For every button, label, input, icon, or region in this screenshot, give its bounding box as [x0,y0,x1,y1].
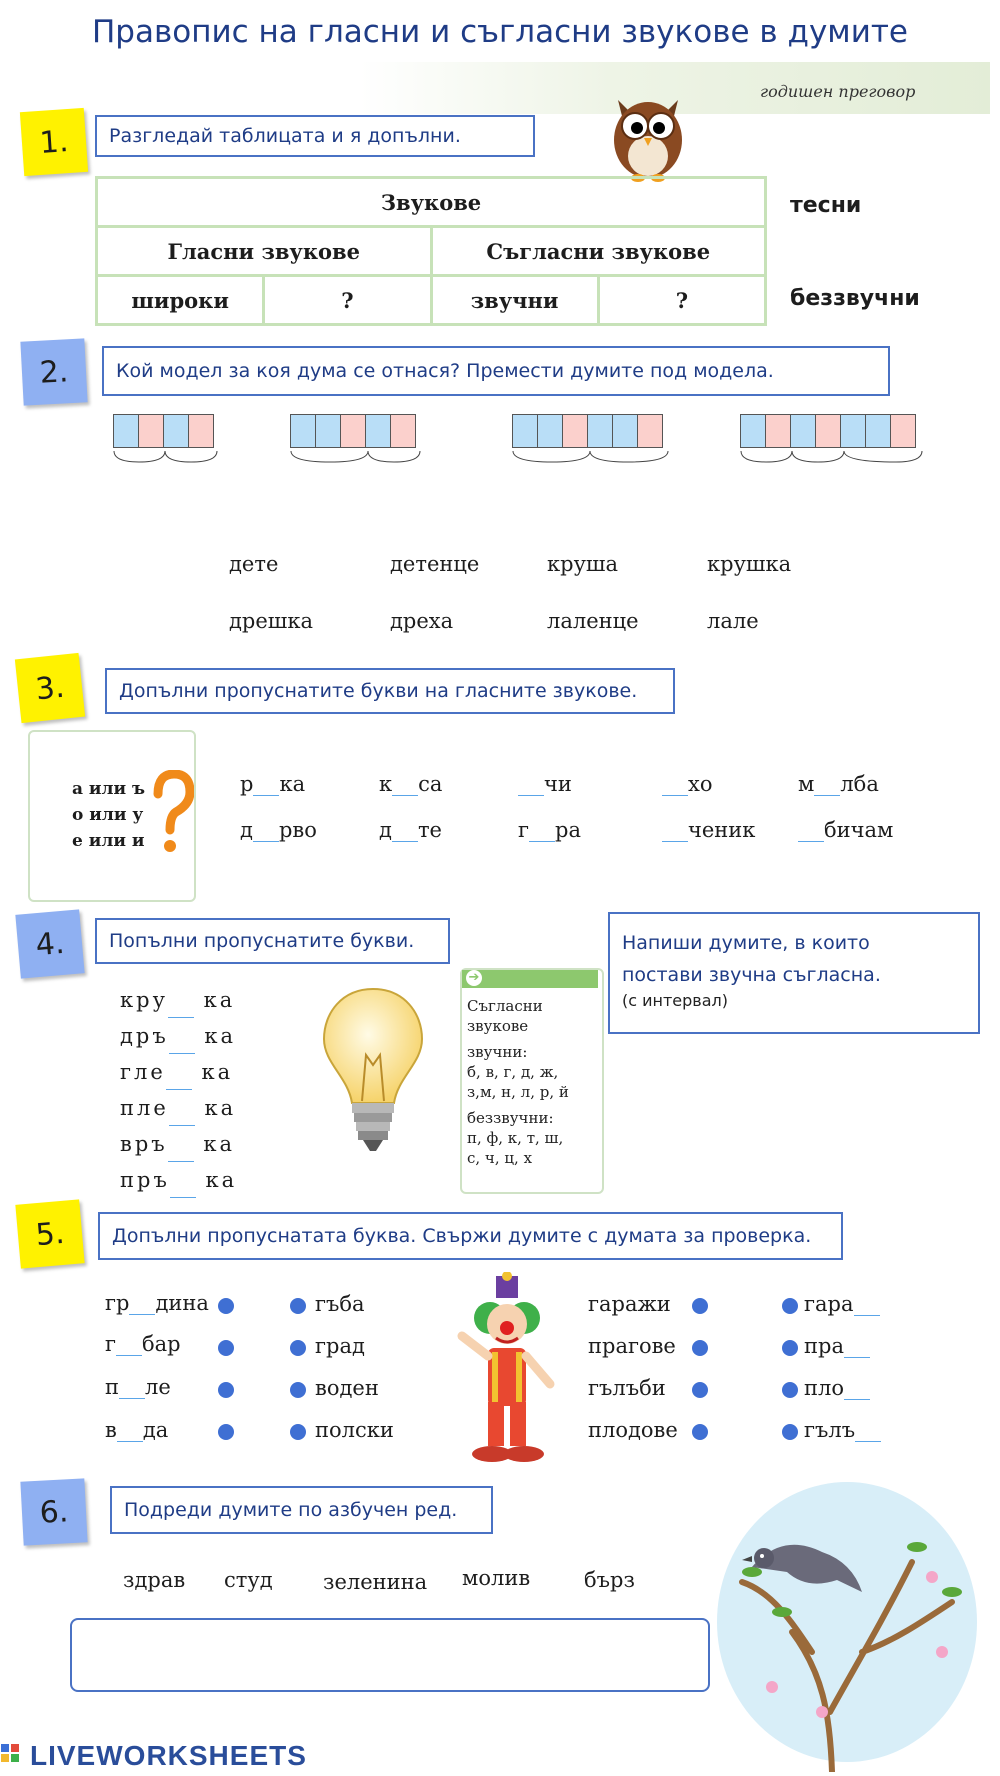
gap-word [518,818,581,842]
word-part: пле [120,1096,169,1120]
match-dot[interactable] [692,1298,708,1314]
model-1[interactable] [113,414,223,464]
word-part: ка [204,1024,237,1048]
vowels-header: Гласни звукове [97,227,432,276]
gap-word [105,1375,171,1399]
voiced-cell: звучни [431,276,598,325]
draggable-option-voiceless[interactable]: беззвучни [790,286,920,311]
word-part: ка [279,772,306,796]
blank-input[interactable] [854,1295,880,1316]
task-4-number: 4. [15,909,84,978]
blank-input[interactable] [814,775,840,796]
word-part: хо [688,772,713,796]
draggable-word[interactable]: детенце [390,552,480,576]
word-part: лба [840,772,879,796]
gap-word [518,772,572,796]
gap-word [105,1332,181,1356]
check-word: град [315,1334,365,1358]
model-2[interactable] [290,414,425,464]
word-part: г [105,1332,117,1356]
owl-icon [600,88,696,184]
gap-word [798,772,879,796]
gap-word [662,772,713,796]
blank-input[interactable] [168,1141,194,1162]
check-word: гъба [315,1292,365,1316]
draggable-word[interactable]: бърз [584,1568,635,1592]
draggable-word[interactable]: дете [229,552,279,576]
word-part: връ [120,1132,168,1156]
gap-word [120,1054,237,1090]
word-part: гле [120,1060,166,1084]
gap-word [798,818,893,842]
light-bulb-icon [318,985,428,1160]
blank-input[interactable] [253,775,279,796]
blank-input[interactable] [662,775,688,796]
blank-input[interactable] [166,1069,192,1090]
match-dot[interactable] [290,1340,306,1356]
word-part: са [418,772,443,796]
blank-input[interactable] [392,775,418,796]
brand-text: LIVEWORKSHEETS [30,1740,307,1771]
blank-input[interactable] [529,821,555,842]
word-part: гр [105,1291,130,1315]
word-part: р [240,772,254,796]
blank-input[interactable] [168,997,194,1018]
blank-input[interactable] [518,775,544,796]
blank-input[interactable] [129,1294,155,1315]
word-part: пра [804,1334,844,1358]
card-title: Съгласни звукове [467,997,543,1035]
match-dot[interactable] [692,1340,708,1356]
answer-textarea[interactable] [70,1618,710,1692]
hint-list [72,776,145,854]
blank-input[interactable] [169,1033,195,1054]
card-voiced-line: б, в, г, д, ж, [467,1063,559,1081]
task-4-words [120,982,237,1198]
card-voiceless-line: с, ч, ц, х [467,1149,533,1167]
word-part: м [798,772,815,796]
card-voiced-label: звучни: [467,1043,528,1061]
clown-icon [452,1272,564,1472]
task-5-number: 5. [15,1199,84,1268]
task-5-instruction: Допълни пропуснатата буква. Свържи думите с думата за проверка. [98,1212,843,1260]
write-instruction: постави звучна съгласна. [622,964,881,986]
draggable-word[interactable]: крушка [707,552,792,576]
draggable-word[interactable]: дреха [390,609,454,633]
word-part: ка [203,988,236,1012]
draggable-word[interactable]: лаленце [547,609,639,633]
draggable-word[interactable]: молив [462,1566,531,1590]
gap-word [240,772,305,796]
word: гаражи [588,1292,671,1316]
card-header-bar [462,970,598,988]
word-part: ченик [688,818,756,842]
write-instruction: Напиши думите, в които [622,932,870,954]
consonant-drop-cell[interactable]: ? [598,276,765,325]
match-dot[interactable] [782,1340,798,1356]
word-part: ка [203,1132,235,1156]
model-4[interactable] [740,414,930,464]
match-dot[interactable] [218,1340,234,1356]
task-2-number: 2. [20,338,87,405]
task-1-number: 1. [20,108,88,176]
word-part: те [417,818,442,842]
word-part: в [105,1418,117,1442]
draggable-option-narrow[interactable]: тесни [790,193,862,218]
hint-item: е или и [72,831,145,851]
check-word: полски [315,1418,394,1442]
word-part: г [518,818,530,842]
draggable-word[interactable]: круша [547,552,618,576]
gap-word [804,1376,870,1400]
sounds-table [95,176,767,326]
word: гълъби [588,1376,666,1400]
match-dot[interactable] [290,1382,306,1398]
word-part: чи [544,772,572,796]
task-4-instruction: Попълни пропуснатите букви. [95,918,450,964]
wide-cell: широки [97,276,264,325]
gap-word [662,818,755,842]
task-6-number: 6. [20,1478,87,1545]
word-part: ка [201,1060,234,1084]
blank-input[interactable] [170,1177,196,1198]
subtitle: годишен преговор [760,82,916,101]
blank-input[interactable] [117,1421,143,1442]
task-3-number: 3. [15,653,85,723]
card-voiceless-line: п, ф, к, т, ш, [467,1129,564,1147]
gap-word [804,1292,880,1316]
blank-input[interactable] [169,1105,195,1126]
match-dot[interactable] [290,1298,306,1314]
gap-word [120,1126,237,1162]
gap-word [240,818,317,842]
word-part: дръ [120,1024,169,1048]
word: плодове [588,1418,678,1442]
match-dot[interactable] [692,1424,708,1440]
word-part: бичам [824,818,894,842]
card-voiceless-label: беззвучни: [467,1109,554,1127]
task-2-instruction: Кой модел за коя дума се отнася? Премести думите под модела. [102,346,890,396]
gap-word [379,818,442,842]
check-word: воден [315,1376,379,1400]
gap-word [120,982,237,1018]
word-part: ра [555,818,581,842]
write-words-box[interactable] [608,912,980,1034]
word-part: дина [155,1291,209,1315]
match-dot[interactable] [218,1298,234,1314]
card-text [467,996,593,1168]
gap-word [379,772,442,796]
word: прагове [588,1334,676,1358]
gap-word [120,1090,237,1126]
draggable-word[interactable]: лале [707,609,759,633]
match-dot[interactable] [218,1382,234,1398]
gap-word [804,1334,870,1358]
word-part: к [379,772,393,796]
gap-word [804,1418,881,1442]
blank-input[interactable] [798,821,824,842]
match-dot[interactable] [782,1382,798,1398]
draggable-word[interactable]: зеленина [323,1570,428,1594]
word-part: п [105,1375,119,1399]
word-part: рво [278,818,317,842]
gap-word [120,1162,237,1198]
blank-input[interactable] [392,821,418,842]
question-mark-icon [150,770,194,860]
blank-input[interactable] [855,1421,881,1442]
match-dot[interactable] [218,1424,234,1440]
match-dot[interactable] [782,1424,798,1440]
tree-bird-icon [712,1472,982,1772]
hint-item: о или у [72,805,144,825]
word-part: ле [145,1375,171,1399]
word-part: пръ [120,1168,170,1192]
task-1-instruction: Разгледай таблицата и я допълни. [95,115,535,157]
blank-input[interactable] [662,821,688,842]
blank-input[interactable] [116,1335,142,1356]
word-part: кру [120,988,168,1012]
gap-word [105,1418,168,1442]
page-title: Правопис на гласни и съгласни звукове в думите [92,14,908,50]
write-note: (с интервал) [622,991,729,1010]
blank-input[interactable] [253,821,279,842]
word-part: гълъ [804,1418,856,1442]
card-voiced-line: з,м, н, л, р, й [467,1083,569,1101]
word-part: да [142,1418,169,1442]
gap-word [120,1018,237,1054]
word-part: пло [804,1376,844,1400]
draggable-word[interactable]: студ [224,1568,273,1592]
word-part: бар [142,1332,181,1356]
model-3[interactable] [512,414,672,464]
blank-input[interactable] [844,1379,870,1400]
gap-word [105,1291,209,1315]
word-part: гара [804,1292,854,1316]
word-part: ка [205,1168,238,1192]
match-dot[interactable] [290,1424,306,1440]
blank-input[interactable] [119,1378,145,1399]
match-dot[interactable] [692,1382,708,1398]
consonants-header: Съгласни звукове [431,227,766,276]
table-header: Звукове [97,178,766,227]
task-3-instruction: Допълни пропуснатите букви на гласните звукове. [105,668,675,714]
word-part: д [379,818,392,842]
word-part: ка [204,1096,237,1120]
word-part: д [240,818,253,842]
hint-item: а или ъ [72,779,146,799]
match-dot[interactable] [782,1298,798,1314]
arrow-right-icon: ➔ [466,970,482,986]
task-6-instruction: Подреди думите по азбучен ред. [110,1486,493,1534]
vowel-drop-cell[interactable]: ? [264,276,431,325]
footer-brand [0,1740,307,1772]
blank-input[interactable] [844,1337,870,1358]
draggable-word[interactable]: здрав [123,1568,186,1592]
liveworksheets-logo-icon [0,1743,30,1769]
draggable-word[interactable]: дрешка [229,609,313,633]
